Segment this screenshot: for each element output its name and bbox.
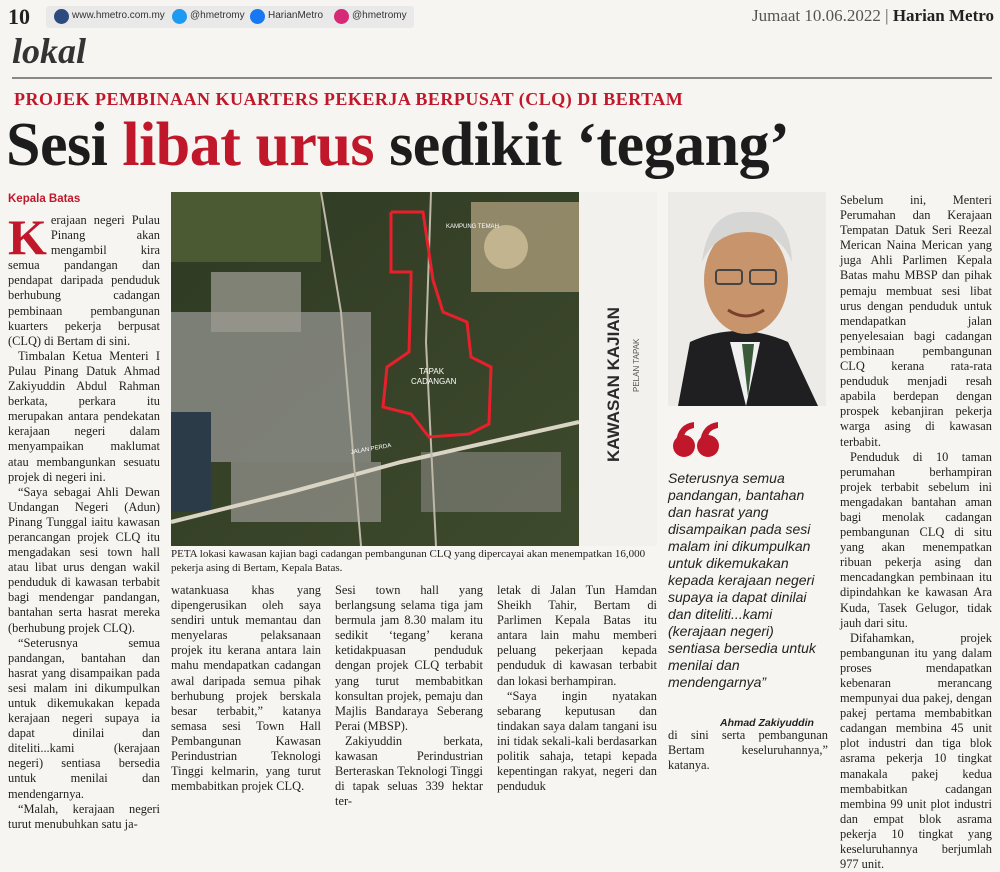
map-caption: PETA lokasi kawasan kajian bagi cadangan pembangunan CLQ yang dipercayai akan menempatkan 16,000 pekerja asing di Bertam, Kepala Batas. bbox=[171, 548, 646, 574]
map-title: KAWASAN KAJIAN bbox=[604, 307, 623, 462]
instagram-handle[interactable]: @hmetromy bbox=[352, 10, 407, 21]
header-rule bbox=[12, 77, 992, 79]
facebook-handle[interactable]: HarianMetro bbox=[268, 10, 324, 21]
map-site-label-2: CADANGAN bbox=[411, 377, 457, 386]
instagram-icon bbox=[334, 9, 349, 24]
publication-name: Harian Metro bbox=[892, 6, 994, 25]
section-title: lokal bbox=[12, 31, 87, 71]
issue-date: Jumaat 10.06.2022 | Harian Metro bbox=[752, 6, 994, 25]
map-site-label-1: TAPAK bbox=[419, 367, 445, 376]
article-column-4: letak di Jalan Tun Hamdan Sheikh Tahir, Bertam di Parlimen Kepala Batas itu antara lain mahu memberi peluang pekerjaan kepada penduduk di kawasan terbabit dan lokasi berhampiran. “Saya ingin nyatakan sebarang keputusan dan tindakan saya dalam tangani isu ini tidak sekali-kali berdasarkan politik sahaja, tetapi kepada kepentingan rakyat, negeri dan penduduk bbox=[497, 583, 657, 794]
article-column-1: Kepala Batas Kerajaan negeri Pulau Pinang akan mengambil kira semua pandangan dan pendapat daripada penduduk berhubung cadangan pembinaan pembangunan kuarters pekerja berpusat (CLQ) di Bertam di sini. Timbalan Ketua Menteri I Pulau Pinang Datuk Ahmad Zakiyuddin Abdul Rahman berkata, perkara itu merupakan antara pendekatan kerajaan negeri dalam menyampaikan maklumat atau membangunkan sesuatu projek di negeri ini. “Saya sebagai Ahli Dewan Undangan Negeri (Adun) Pinang Tunggal iaitu kawasan perancangan projek CLQ itu mengadakan sesi town hall atau libat urus dengan wakil penduduk di kawasan terbabit bagi mendengar pandangan, bantahan serta hasrat mereka (berhubung projek CLQ). “Seterusnya semua pandangan, bantahan dan hasrat yang disampaikan pada sesi malam ini dikumpulkan untuk dikemukakan kepada kerajaan negeri supaya ia dapat dinilai dan diteliti...kami (kerajaan negeri) sentiasa bersedia untuk menilai dan mendengarnya. “Malah, kerajaan negeri turut menubuhkan satu ja- bbox=[8, 193, 160, 831]
article-column-3: Sesi town hall yang berlangsung selama tiga jam bermula jam 8.30 malam itu sedikit ‘tegang’ kerana ketidakpuasan penduduk dengan projek CLQ terbabit yang turut membabitkan konsultan projek, pemaju dan Majlis Bandaraya Seberang Perai (MBSP). Zakiyuddin berkata, kawasan Perindustrian Berteraskan Teknologi Tinggi di tapak seluas 339 hektar ter- bbox=[335, 583, 483, 809]
dateline: Kepala Batas bbox=[8, 193, 81, 205]
quote-mark-icon bbox=[672, 420, 722, 465]
drop-cap: K bbox=[8, 209, 47, 265]
article-column-5: di sini serta pembangunan Bertam keseluruhannya,” katanya. bbox=[668, 728, 828, 773]
article-headline: Sesi libat urus sedikit ‘tegang’ bbox=[6, 111, 790, 179]
quote-attribution: Ahmad Zakiyuddin bbox=[720, 717, 814, 729]
twitter-handle[interactable]: @hmetromy bbox=[190, 10, 245, 21]
article-kicker: PROJEK PEMBINAAN KUARTERS PEKERJA BERPUSAT (CLQ) DI BERTAM bbox=[14, 89, 684, 109]
portrait-photo bbox=[668, 192, 826, 406]
map-subtitle: PELAN TAPAK bbox=[632, 338, 641, 392]
map-place-label: KAMPUNG TEMAH bbox=[446, 224, 499, 230]
page-header bbox=[0, 0, 1000, 34]
map-road-label: JALAN PERDA bbox=[350, 442, 392, 456]
twitter-icon bbox=[172, 9, 187, 24]
globe-icon bbox=[54, 9, 69, 24]
site-map-image bbox=[171, 192, 657, 546]
article-column-2: watankuasa khas yang dipengerusikan oleh saya sendiri untuk memantau dan menyelaras pelaksanaan projek itu kerana antara lain mahu mendapatkan cadangan awal daripada semua pihak berhubung projek berskala besar terbabit,” katanya semasa sesi Town Hall Pembangunan Kawasan Perindustrian Teknologi Tinggi kelmarin, yang turut membabitkan projek CLQ. bbox=[171, 583, 321, 794]
article-column-6: Sebelum ini, Menteri Perumahan dan Kerajaan Tempatan Datuk Seri Reezal Merican Naina Merican yang juga Ahli Parlimen Kepala Batas mahu MBSP dan pihak pemaju membuat sesi libat urus dengan penduduk untuk mendapatkan jalan penyelesaian bagi cadangan pembinaan pembangunan CLQ kerana rata-rata penduduk menjadi resah apabila berdepan dengan prospek kebanjiran pekerja warga asing di kawasan terbabit. Penduduk di 10 taman perumahan berhampiran projek terbabit sebelum ini mengadakan bantahan aman bagi menolak cadangan pembangunan CLQ di situ yang akan menempatkan ribuan pekerja asing dan mencadangkan pembinaan itu dipindahkan ke kawasan Ara Kuda, Tasek Gelugor, tidak jauh dari situ. Difahamkan, projek pembangunan itu yang dalam proses mendapatkan kebenaran merancang mempunyai dua pakej, dengan pakej pertama membabitkan cadangan membina 45 unit plot industri dan tiga blok asrama pekerja 10 tingkat manakala pakej kedua membabitkan cadangan membina 99 unit plot industri dan empat blok asrama pekerja 10 tingkat yang keseluruhannya berjumlah 977 unit. bbox=[840, 193, 992, 872]
pull-quote: Seterusnya semua pandangan, bantahan dan hasrat yang disampaikan pada sesi malam ini dikumpulkan untuk dikemukakan kepada kerajaan negeri supaya ia dapat dinilai dan diteliti...kami (kerajaan negeri) sentiasa bersedia untuk menilai dan mendengarnya” bbox=[668, 470, 816, 690]
facebook-icon bbox=[250, 9, 265, 24]
page-number: 10 bbox=[8, 4, 30, 29]
website-link[interactable]: www.hmetro.com.my bbox=[72, 10, 165, 21]
